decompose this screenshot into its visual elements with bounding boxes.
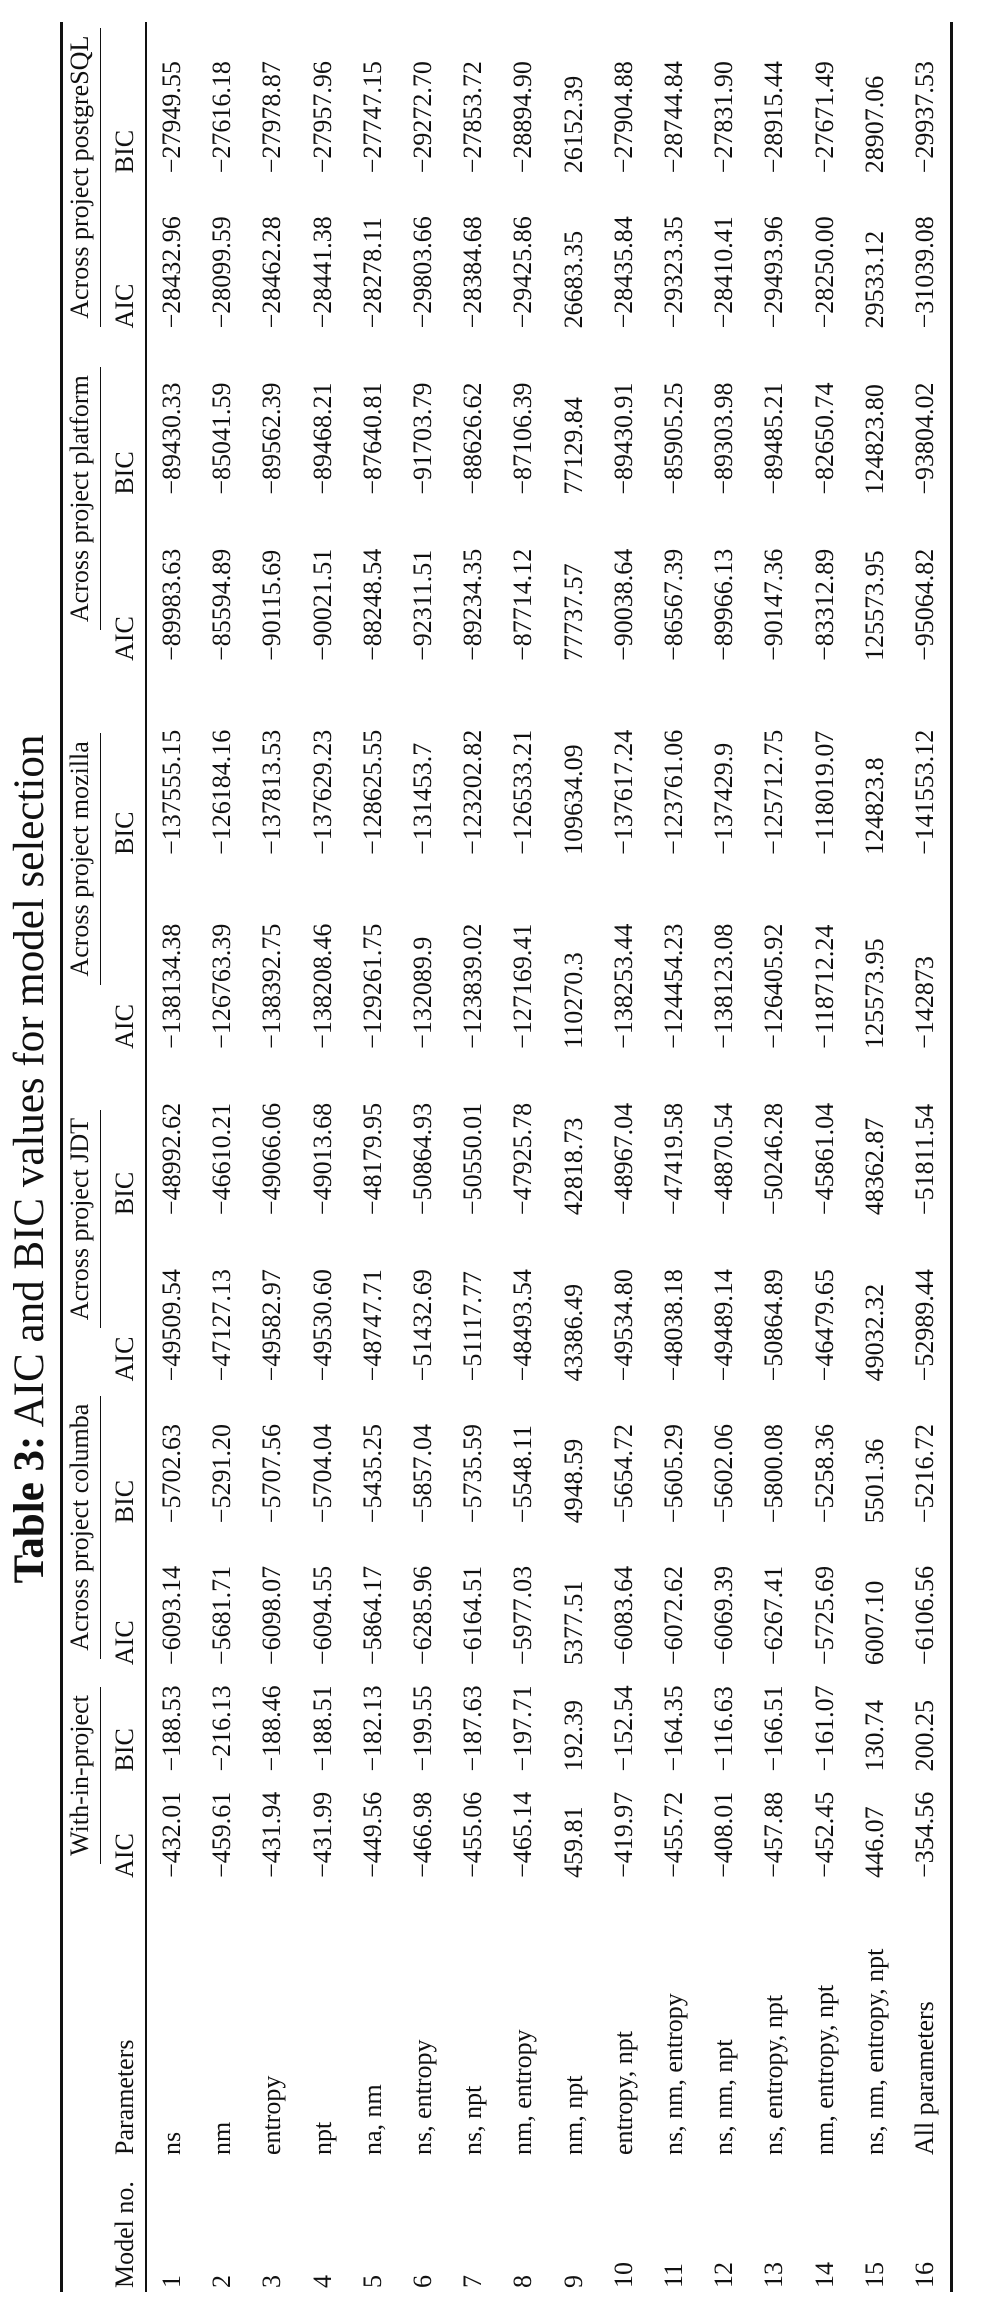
bic-value-cell: −85905.25 — [658, 382, 688, 495]
bic-value-cell: −27853.72 — [458, 61, 488, 174]
aic-value-cell: −50864.89 — [759, 1269, 789, 1382]
aic-value-cell: −132089.9 — [408, 936, 438, 1049]
bic-value-cell: 200.25 — [909, 1700, 939, 1772]
bic-value-cell: −27671.49 — [809, 61, 839, 174]
bic-value-cell: −5435.25 — [357, 1424, 387, 1524]
aic-value-cell: −28250.00 — [809, 216, 839, 329]
parameters-cell: ns, npt — [458, 2085, 488, 2155]
table-row — [247, 22, 297, 2292]
bic-value-cell: −89430.33 — [157, 382, 187, 495]
bic-value-cell: −166.51 — [759, 1685, 789, 1772]
aic-value-cell: −92311.51 — [408, 549, 438, 661]
aic-value-cell: −89966.13 — [709, 548, 739, 661]
aic-value-cell: −455.06 — [458, 1791, 488, 1878]
bic-value-cell: −197.71 — [508, 1685, 538, 1772]
aic-value-cell: −431.94 — [257, 1791, 287, 1878]
aic-value-cell: −419.97 — [608, 1791, 638, 1878]
table-row — [549, 22, 599, 2292]
aic-value-cell: −5725.69 — [809, 1565, 839, 1666]
column-header-row — [105, 22, 146, 2292]
bic-value-cell: −28744.84 — [658, 61, 688, 174]
bic-value-cell: −182.13 — [357, 1685, 387, 1772]
bic-value-cell: −48992.62 — [157, 1102, 187, 1216]
model-number-cell: 1 — [157, 2275, 187, 2288]
bic-value-cell: −126184.16 — [207, 729, 237, 855]
model-number-cell: 5 — [357, 2275, 387, 2288]
aic-value-cell: −48747.71 — [357, 1269, 387, 1382]
bic-value-cell: −123202.82 — [458, 729, 488, 855]
aic-value-cell: 459.81 — [558, 1806, 588, 1878]
aic-value-cell: −408.01 — [709, 1791, 739, 1878]
aic-value-cell: −452.45 — [809, 1791, 839, 1878]
bic-value-cell: −5654.72 — [608, 1424, 638, 1524]
bic-value-cell: −50246.28 — [759, 1102, 789, 1216]
aic-value-cell: −29323.35 — [658, 216, 688, 329]
aic-value-cell: −138123.08 — [709, 923, 739, 1049]
bic-value-cell: −152.54 — [608, 1685, 638, 1772]
parameters-cell: entropy — [257, 2075, 287, 2155]
model-number-cell: 12 — [709, 2262, 739, 2288]
parameters-cell: na, nm — [357, 2084, 387, 2155]
bic-value-cell: −87106.39 — [508, 382, 538, 495]
aic-value-cell: −48493.54 — [508, 1269, 538, 1382]
aic-value-cell: −5864.17 — [357, 1565, 387, 1666]
aic-value-cell: 110270.3 — [558, 952, 588, 1049]
bic-value-cell: −46610.21 — [207, 1102, 237, 1216]
aic-value-cell: −28410.41 — [709, 216, 739, 329]
bic-value-cell: −161.07 — [809, 1685, 839, 1772]
aic-value-cell: −6072.62 — [658, 1565, 688, 1666]
aic-value-cell: −142873 — [909, 956, 939, 1049]
bic-value-cell: 42818.73 — [558, 1117, 588, 1216]
group-header: Across project columba — [63, 1385, 105, 1669]
bic-value-cell: −5602.06 — [709, 1424, 739, 1524]
bic-value-cell: −125712.75 — [759, 729, 789, 855]
bic-value-cell: −29272.70 — [408, 61, 438, 174]
bic-value-cell: 124823.80 — [859, 384, 889, 495]
table-row — [649, 22, 699, 2292]
aic-value-cell: −95064.82 — [909, 548, 939, 661]
bic-header: BIC — [110, 1728, 139, 1772]
bic-value-cell: −188.51 — [307, 1685, 337, 1772]
table-row — [799, 22, 849, 2292]
aic-value-cell: −49582.97 — [257, 1269, 287, 1382]
table-caption-label: Table 3: — [6, 1435, 53, 1584]
bic-value-cell: −141553.12 — [909, 729, 939, 855]
model-number-cell: 13 — [759, 2262, 789, 2288]
bic-value-cell: 124823.8 — [859, 757, 889, 855]
aic-value-cell: −28278.11 — [357, 217, 387, 329]
aic-header: AIC — [110, 1336, 139, 1382]
parameters-cell: nm — [207, 2121, 237, 2155]
parameters-cell: ns, entropy — [408, 2039, 438, 2155]
table-row — [348, 22, 398, 2292]
aic-value-cell: 43386.49 — [558, 1283, 588, 1382]
aic-header: AIC — [110, 283, 139, 329]
group-header: With-in-project — [63, 1669, 105, 1882]
model-number-cell: 6 — [408, 2275, 438, 2288]
aic-value-cell: 6007.10 — [859, 1580, 889, 1666]
aic-value-cell: 5377.51 — [558, 1580, 588, 1666]
aic-value-cell: −455.72 — [658, 1791, 688, 1878]
aic-value-cell: −86567.39 — [658, 548, 688, 661]
model-no-header: Model no. — [110, 2181, 139, 2288]
parameters-cell: All parameters — [909, 2001, 939, 2155]
parameters-cell: nm, entropy, npt — [809, 1984, 839, 2155]
aic-value-cell: −31039.08 — [909, 216, 939, 329]
group-header: Across project mozilla — [63, 665, 105, 1053]
bic-value-cell: −5216.72 — [909, 1424, 939, 1524]
model-number-cell: 2 — [207, 2275, 237, 2288]
table-row — [599, 22, 649, 2292]
aic-value-cell: 125573.95 — [859, 938, 889, 1049]
aic-value-cell: −6098.07 — [257, 1565, 287, 1666]
model-number-cell: 9 — [558, 2275, 588, 2288]
aic-header: AIC — [110, 616, 139, 661]
aic-value-cell: −28462.28 — [257, 216, 287, 329]
bic-value-cell: −137813.53 — [257, 729, 287, 855]
aic-value-cell: −126763.39 — [207, 923, 237, 1049]
table-caption — [8, 0, 51, 2318]
bic-value-cell: −27747.15 — [357, 61, 387, 174]
parameters-cell: nm, entropy — [508, 2029, 538, 2155]
aic-value-cell: −138253.44 — [608, 923, 638, 1049]
aic-value-cell: −49534.80 — [608, 1269, 638, 1382]
model-number-cell: 8 — [508, 2275, 538, 2288]
aic-value-cell: −83312.89 — [809, 548, 839, 661]
bic-value-cell: −49066.06 — [257, 1102, 287, 1216]
bic-value-cell: −48870.54 — [709, 1102, 739, 1216]
aic-bic-table — [60, 22, 953, 2292]
aic-value-cell: −465.14 — [508, 1791, 538, 1878]
table-row — [850, 22, 900, 2292]
aic-value-cell: −5681.71 — [207, 1565, 237, 1666]
model-number-cell: 3 — [257, 2275, 287, 2288]
bic-value-cell: −27978.87 — [257, 61, 287, 174]
group-header: Across project postgreSQL — [63, 22, 105, 332]
model-number-cell: 4 — [307, 2275, 337, 2288]
bic-value-cell: −51811.54 — [909, 1103, 939, 1216]
parameters-cell: ns, nm, entropy — [658, 1993, 688, 2155]
parameters-cell: npt — [307, 2121, 337, 2155]
aic-value-cell: −459.61 — [207, 1791, 237, 1878]
aic-value-cell: −29493.96 — [759, 216, 789, 329]
aic-value-cell: −138208.46 — [307, 923, 337, 1049]
bic-value-cell: −89468.21 — [307, 382, 337, 495]
aic-header: AIC — [110, 1620, 139, 1666]
parameters-header: Parameters — [110, 2039, 139, 2155]
bic-header: BIC — [110, 451, 139, 495]
bic-value-cell: −5707.56 — [257, 1424, 287, 1524]
bic-value-cell: −28894.90 — [508, 61, 538, 174]
bic-value-cell: 4948.59 — [558, 1438, 588, 1524]
bic-value-cell: −49013.68 — [307, 1102, 337, 1216]
bic-value-cell: −137429.9 — [709, 742, 739, 855]
bic-value-cell: −87640.81 — [357, 382, 387, 495]
bic-value-cell: −5291.20 — [207, 1424, 237, 1524]
aic-value-cell: −52989.44 — [909, 1269, 939, 1382]
table-row — [498, 22, 548, 2292]
bic-value-cell: −5548.11 — [508, 1425, 538, 1524]
bic-value-cell: −128625.55 — [357, 729, 387, 855]
aic-value-cell: −129261.75 — [357, 923, 387, 1049]
bic-value-cell: −47925.78 — [508, 1102, 538, 1216]
aic-value-cell: −90147.36 — [759, 548, 789, 661]
bic-value-cell: −82650.74 — [809, 382, 839, 495]
bic-header: BIC — [110, 1171, 139, 1216]
bic-value-cell: −118019.07 — [809, 730, 839, 855]
aic-value-cell: 26683.35 — [558, 230, 588, 329]
bic-value-cell: −5735.59 — [458, 1424, 488, 1524]
aic-value-cell: −89983.63 — [157, 548, 187, 661]
model-number-cell: 15 — [859, 2262, 889, 2288]
bic-value-cell: −50550.01 — [458, 1102, 488, 1216]
aic-value-cell: −85594.89 — [207, 548, 237, 661]
bic-value-cell: −164.35 — [658, 1685, 688, 1772]
aic-value-cell: −90038.64 — [608, 548, 638, 661]
model-number-cell: 14 — [809, 2262, 839, 2288]
bic-value-cell: −28915.44 — [759, 61, 789, 174]
bic-value-cell: 28907.06 — [859, 75, 889, 174]
bic-value-cell: −116.63 — [709, 1686, 739, 1772]
bic-value-cell: −85041.59 — [207, 382, 237, 495]
aic-value-cell: −6106.56 — [909, 1565, 939, 1666]
aic-value-cell: −87714.12 — [508, 548, 538, 661]
bic-value-cell: −88626.62 — [458, 382, 488, 495]
aic-value-cell: −6069.39 — [709, 1565, 739, 1666]
bic-value-cell: −188.53 — [157, 1685, 187, 1772]
bic-value-cell: −216.13 — [207, 1685, 237, 1772]
table-row — [900, 22, 952, 2292]
bic-value-cell: 109634.09 — [558, 744, 588, 855]
bic-value-cell: −187.63 — [458, 1685, 488, 1772]
aic-value-cell: −29803.66 — [408, 216, 438, 329]
table-row — [298, 22, 348, 2292]
bic-value-cell: −27831.90 — [709, 61, 739, 174]
aic-value-cell: −6094.55 — [307, 1565, 337, 1666]
aic-value-cell: −90115.69 — [257, 549, 287, 661]
bic-value-cell: −131453.7 — [408, 742, 438, 855]
aic-value-cell: 29533.12 — [859, 230, 889, 329]
bic-value-cell: −5702.63 — [157, 1424, 187, 1524]
aic-value-cell: −49530.60 — [307, 1269, 337, 1382]
bic-value-cell: −48179.95 — [357, 1102, 387, 1216]
aic-value-cell: 77737.57 — [558, 563, 588, 661]
bic-value-cell: −188.46 — [257, 1685, 287, 1772]
model-number-cell: 7 — [458, 2275, 488, 2288]
bic-value-cell: 5501.36 — [859, 1438, 889, 1524]
aic-value-cell: −28384.68 — [458, 216, 488, 329]
aic-value-cell: −49509.54 — [157, 1269, 187, 1382]
bic-value-cell: −137617.24 — [608, 729, 638, 855]
bic-value-cell: −47419.58 — [658, 1102, 688, 1216]
aic-value-cell: −354.56 — [909, 1791, 939, 1878]
bic-value-cell: 130.74 — [859, 1700, 889, 1772]
aic-value-cell: −6164.51 — [458, 1565, 488, 1666]
aic-value-cell: −138134.38 — [157, 923, 187, 1049]
table-row — [699, 22, 749, 2292]
bic-value-cell: −27904.88 — [608, 61, 638, 174]
aic-value-cell: −124454.23 — [658, 923, 688, 1049]
bic-value-cell: −89430.91 — [608, 382, 638, 495]
group-header: Across project JDT — [63, 1053, 105, 1386]
aic-value-cell: −48038.18 — [658, 1269, 688, 1382]
bic-value-cell: −45861.04 — [809, 1102, 839, 1216]
aic-value-cell: 49032.32 — [859, 1283, 889, 1382]
bic-value-cell: −89562.39 — [257, 382, 287, 495]
aic-value-cell: −51432.69 — [408, 1269, 438, 1382]
bic-value-cell: −48967.04 — [608, 1102, 638, 1216]
aic-value-cell: 125573.95 — [859, 550, 889, 661]
model-number-cell: 11 — [658, 2262, 688, 2288]
aic-value-cell: −49489.14 — [709, 1269, 739, 1382]
aic-value-cell: −46479.65 — [809, 1269, 839, 1382]
group-header-row — [63, 22, 105, 2292]
group-header: Across project platform — [63, 332, 105, 665]
parameters-cell: ns — [157, 2131, 187, 2155]
parameters-cell: ns, entropy, npt — [759, 1994, 789, 2155]
parameters-cell: ns, nm, npt — [709, 2039, 739, 2155]
bic-value-cell: −29937.53 — [909, 61, 939, 174]
parameters-cell: entropy, npt — [608, 2031, 638, 2155]
bic-value-cell: −137629.23 — [307, 729, 337, 855]
aic-value-cell: −28099.59 — [207, 216, 237, 329]
aic-value-cell: −28435.84 — [608, 216, 638, 329]
aic-value-cell: −6267.41 — [759, 1565, 789, 1666]
model-number-cell: 16 — [909, 2262, 939, 2288]
table-row — [448, 22, 498, 2292]
bic-value-cell: −126533.21 — [508, 729, 538, 855]
table-row — [398, 22, 448, 2292]
aic-value-cell: −432.01 — [157, 1791, 187, 1878]
bic-value-cell: −50864.93 — [408, 1102, 438, 1216]
table-row — [749, 22, 799, 2292]
bic-value-cell: −137555.15 — [157, 729, 187, 855]
bic-value-cell: −5605.29 — [658, 1424, 688, 1524]
bic-value-cell: −89485.21 — [759, 382, 789, 495]
aic-value-cell: −47127.13 — [207, 1269, 237, 1382]
bic-header: BIC — [110, 1479, 139, 1524]
parameters-cell: nm, npt — [558, 2075, 588, 2155]
table-row — [147, 22, 197, 2292]
aic-header: AIC — [110, 1004, 139, 1049]
aic-value-cell: −123839.02 — [458, 923, 488, 1049]
aic-value-cell: −118712.24 — [809, 924, 839, 1049]
aic-value-cell: −457.88 — [759, 1791, 789, 1878]
bic-value-cell: 77129.84 — [558, 397, 588, 495]
aic-value-cell: −88248.54 — [357, 548, 387, 661]
aic-value-cell: −127169.41 — [508, 923, 538, 1049]
aic-value-cell: 446.07 — [859, 1806, 889, 1878]
table-caption-text: AIC and BIC values for model selection — [6, 734, 53, 1428]
bic-value-cell: −5704.04 — [307, 1424, 337, 1524]
bic-value-cell: 192.39 — [558, 1700, 588, 1772]
aic-value-cell: −449.56 — [357, 1791, 387, 1878]
bic-value-cell: −5800.08 — [759, 1424, 789, 1524]
aic-value-cell: −51117.77 — [458, 1271, 488, 1382]
bic-value-cell: −27616.18 — [207, 61, 237, 174]
aic-value-cell: −29425.86 — [508, 216, 538, 329]
bic-value-cell: 48362.87 — [859, 1117, 889, 1216]
bic-value-cell: −27957.96 — [307, 61, 337, 174]
bic-value-cell: 26152.39 — [558, 75, 588, 174]
bic-value-cell: −93804.02 — [909, 382, 939, 495]
bic-value-cell: −5258.36 — [809, 1424, 839, 1524]
aic-value-cell: −6083.64 — [608, 1565, 638, 1666]
aic-value-cell: −126405.92 — [759, 923, 789, 1049]
table-row — [197, 22, 247, 2292]
bic-header: BIC — [110, 811, 139, 855]
aic-value-cell: −431.99 — [307, 1791, 337, 1878]
aic-value-cell: −28441.38 — [307, 216, 337, 329]
bic-value-cell: −5857.04 — [408, 1424, 438, 1524]
aic-value-cell: −90021.51 — [307, 548, 337, 661]
aic-value-cell: −138392.75 — [257, 923, 287, 1049]
aic-value-cell: −6093.14 — [157, 1565, 187, 1666]
aic-value-cell: −89234.35 — [458, 548, 488, 661]
aic-value-cell: −5977.03 — [508, 1565, 538, 1666]
parameters-cell: ns, nm, entropy, npt — [859, 1948, 889, 2155]
bic-header: BIC — [110, 129, 139, 174]
bic-value-cell: −89303.98 — [709, 382, 739, 495]
bic-value-cell: −27949.55 — [157, 61, 187, 174]
model-number-cell: 10 — [608, 2262, 638, 2288]
bic-value-cell: −199.55 — [408, 1685, 438, 1772]
bic-value-cell: −91703.79 — [408, 382, 438, 495]
aic-header: AIC — [110, 1833, 139, 1878]
aic-value-cell: −28432.96 — [157, 216, 187, 329]
bic-value-cell: −123761.06 — [658, 729, 688, 855]
aic-value-cell: −6285.96 — [408, 1565, 438, 1666]
aic-value-cell: −466.98 — [408, 1791, 438, 1878]
